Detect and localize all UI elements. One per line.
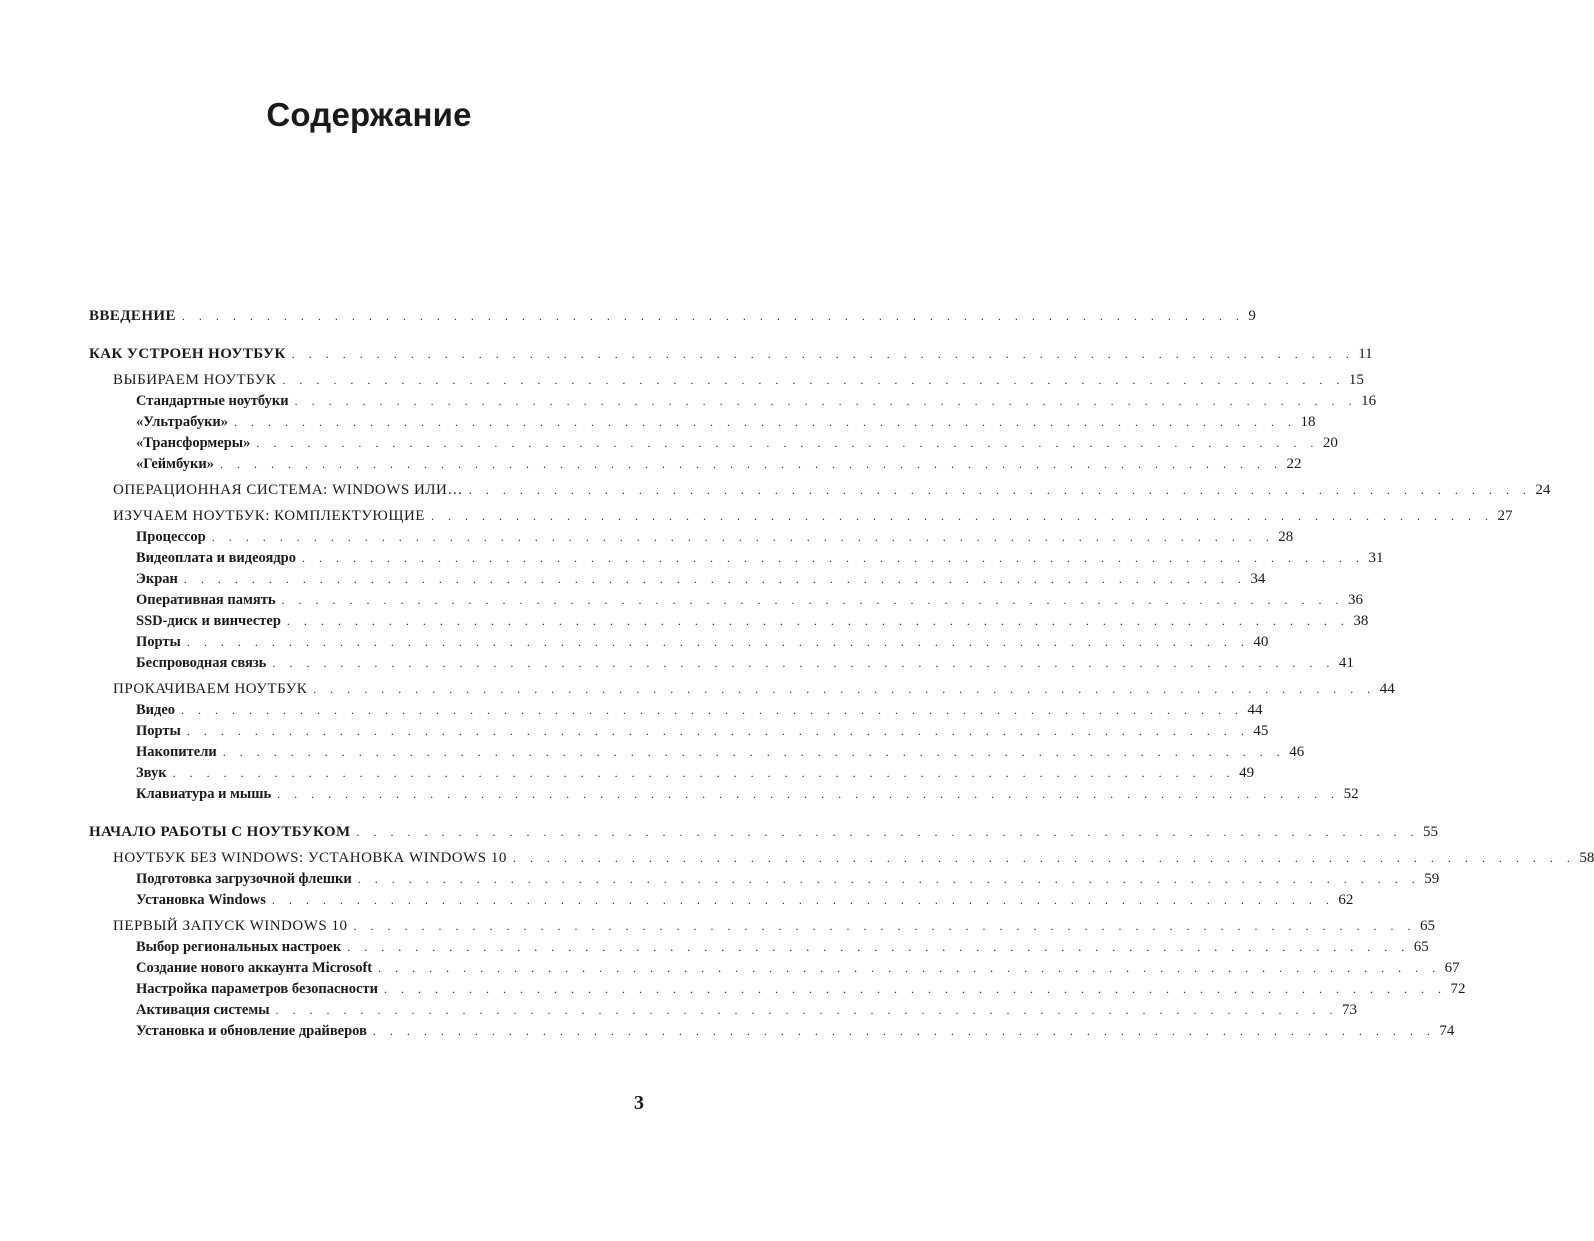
toc-entry-title: «Геймбуки» <box>136 456 214 472</box>
dot-leader: . . . . . . . . . . . . . . . . . . . . . . . . . . . . . . . . . . . . . . . . . . . . . . . . . . . . . . . . . . . . . . . <box>353 919 1416 933</box>
dot-leader: . . . . . . . . . . . . . . . . . . . . . . . . . . . . . . . . . . . . . . . . . . . . . . . . . . . . . . . . . . . . . . . <box>181 703 1244 717</box>
dot-leader: . . . . . . . . . . . . . . . . . . . . . . . . . . . . . . . . . . . . . . . . . . . . . . . . . . . . . . . . . . . . . . . <box>219 457 1283 471</box>
dot-leader: . . . . . . . . . . . . . . . . . . . . . . . . . . . . . . . . . . . . . . . . . . . . . . . . . . . . . . . . . . . . . . . <box>172 766 1236 780</box>
toc-entry <box>89 632 1269 653</box>
dot-leader: . . . . . . . . . . . . . . . . . . . . . . . . . . . . . . . . . . . . . . . . . . . . . . . . . . . . . . . . . . . . . . . <box>281 593 1345 607</box>
toc-entry-page: 40 <box>1253 634 1269 650</box>
toc-entry-page: 46 <box>1289 744 1305 760</box>
toc-entry-title: Порты <box>136 723 181 739</box>
dot-leader: . . . . . . . . . . . . . . . . . . . . . . . . . . . . . . . . . . . . . . . . . . . . . . . . . . . . . . . . . . . . . . . <box>286 614 1350 628</box>
toc-entry-title: ПЕРВЫЙ ЗАПУСК WINDOWS 10 <box>113 918 348 934</box>
toc-entry-page: 67 <box>1444 960 1460 976</box>
toc-entry <box>89 1021 1455 1042</box>
toc-entry <box>89 590 1364 611</box>
toc-entry-page: 11 <box>1358 346 1373 362</box>
dot-leader: . . . . . . . . . . . . . . . . . . . . . . . . . . . . . . . . . . . . . . . . . . . . . . . . . . . . . . . . . . . . . . . <box>277 787 1340 801</box>
toc-entry-title: Активация системы <box>136 1002 270 1018</box>
toc-entry <box>89 391 1377 412</box>
toc-entry-title: Настройка параметров безопасности <box>136 981 378 997</box>
page-number: 3 <box>634 1092 644 1114</box>
toc-entry-title: Беспроводная связь <box>136 655 267 671</box>
toc-entry-title: Создание нового аккаунта Microsoft <box>136 960 373 976</box>
dot-leader: . . . . . . . . . . . . . . . . . . . . . . . . . . . . . . . . . . . . . . . . . . . . . . . . . . . . . . . . . . . . . . . <box>357 872 1421 886</box>
toc-entry-page: 22 <box>1286 456 1302 472</box>
dot-leader: . . . . . . . . . . . . . . . . . . . . . . . . . . . . . . . . . . . . . . . . . . . . . . . . . . . . . . . . . . . . . . . <box>383 982 1447 996</box>
toc-entry <box>89 480 1551 501</box>
toc-entry <box>89 433 1338 454</box>
toc-entry <box>89 548 1384 569</box>
toc-entry <box>89 506 1513 527</box>
dot-leader: . . . . . . . . . . . . . . . . . . . . . . . . . . . . . . . . . . . . . . . . . . . . . . . . . . . . . . . . . . . . . . . <box>512 851 1576 865</box>
toc-entry <box>89 1000 1358 1021</box>
dot-leader: . . . . . . . . . . . . . . . . . . . . . . . . . . . . . . . . . . . . . . . . . . . . . . . . . . . . . . . . . . . . . . . <box>294 394 1358 408</box>
toc-entry-page: 15 <box>1348 372 1364 388</box>
dot-leader: . . . . . . . . . . . . . . . . . . . . . . . . . . . . . . . . . . . . . . . . . . . . . . . . . . . . . . . . . . . . . . . <box>271 893 1335 907</box>
toc-entry <box>89 763 1255 784</box>
toc-entry-title: Накопители <box>136 744 217 760</box>
dot-leader: . . . . . . . . . . . . . . . . . . . . . . . . . . . . . . . . . . . . . . . . . . . . . . . . . . . . . . . . . . . . . . . <box>468 483 1532 497</box>
toc-entry <box>89 742 1305 763</box>
toc-entry-title: ВЫБИРАЕМ НОУТБУК <box>113 372 277 388</box>
dot-leader: . . . . . . . . . . . . . . . . . . . . . . . . . . . . . . . . . . . . . . . . . . . . . . . . . . . . . . . . . . . . . . . <box>256 436 1319 450</box>
toc-entry-page: 52 <box>1343 786 1359 802</box>
toc-entry <box>89 527 1294 548</box>
dot-leader: . . . . . . . . . . . . . . . . . . . . . . . . . . . . . . . . . . . . . . . . . . . . . . . . . . . . . . . . . . . . . . . <box>347 940 1410 954</box>
dot-leader: . . . . . . . . . . . . . . . . . . . . . . . . . . . . . . . . . . . . . . . . . . . . . . . . . . . . . . . . . . . . . . . <box>211 530 1275 544</box>
dot-leader: . . . . . . . . . . . . . . . . . . . . . . . . . . . . . . . . . . . . . . . . . . . . . . . . . . . . . . . . . . . . . . . <box>372 1024 1436 1038</box>
toc-entry-title: SSD-диск и винчестер <box>136 613 281 629</box>
toc-entry <box>89 869 1440 890</box>
toc-entry-title: «Ультрабуки» <box>136 414 229 430</box>
toc-entry-page: 44 <box>1247 702 1263 718</box>
toc-entry-page: 74 <box>1439 1023 1455 1039</box>
toc-entry-page: 20 <box>1322 435 1338 451</box>
toc-entry-page: 65 <box>1419 918 1435 934</box>
dot-leader: . . . . . . . . . . . . . . . . . . . . . . . . . . . . . . . . . . . . . . . . . . . . . . . . . . . . . . . . . . . . . . . <box>430 509 1494 523</box>
toc-entry-page: 49 <box>1239 765 1255 781</box>
dot-leader: . . . . . . . . . . . . . . . . . . . . . . . . . . . . . . . . . . . . . . . . . . . . . . . . . . . . . . . . . . . . . . . <box>186 635 1250 649</box>
toc-entry-title: ВВЕДЕНИЕ <box>89 308 176 324</box>
toc-entry-page: 18 <box>1300 414 1316 430</box>
dot-leader: . . . . . . . . . . . . . . . . . . . . . . . . . . . . . . . . . . . . . . . . . . . . . . . . . . . . . . . . . . . . . . . <box>378 961 1441 975</box>
toc-entry <box>89 916 1435 937</box>
toc-entry <box>89 611 1369 632</box>
toc-entry <box>89 370 1364 391</box>
toc-entry-title: Экран <box>136 571 178 587</box>
toc-entry-title: Видео <box>136 702 176 718</box>
toc-entry-title: Оперативная память <box>136 592 276 608</box>
toc-entry-page: 58 <box>1579 850 1594 866</box>
toc-entry <box>89 653 1354 674</box>
toc-entry-page: 34 <box>1250 571 1266 587</box>
toc-entry-page: 38 <box>1353 613 1369 629</box>
toc-entry <box>89 700 1263 721</box>
toc-entry-title: Видеоплата и видеоядро <box>136 550 296 566</box>
toc-entry-page: 65 <box>1413 939 1429 955</box>
toc-entry-title: Процессор <box>136 529 206 545</box>
toc-entry-page: 36 <box>1348 592 1364 608</box>
dot-leader: . . . . . . . . . . . . . . . . . . . . . . . . . . . . . . . . . . . . . . . . . . . . . . . . . . . . . . . . . . . . . . . <box>222 745 1286 759</box>
toc-entry <box>89 890 1354 911</box>
toc-entry-page: 62 <box>1338 892 1354 908</box>
toc-entry-page: 72 <box>1450 981 1466 997</box>
table-of-contents <box>89 306 1594 1042</box>
toc-entry-title: Звук <box>136 765 167 781</box>
toc-entry <box>89 569 1266 590</box>
dot-leader: . . . . . . . . . . . . . . . . . . . . . . . . . . . . . . . . . . . . . . . . . . . . . . . . . . . . . . . . . . . . . . . <box>234 415 1297 429</box>
toc-entry <box>89 822 1439 843</box>
toc-entry <box>89 344 1373 365</box>
toc-entry-title: ОПЕРАЦИОННАЯ СИСТЕМА: WINDOWS ИЛИ… <box>113 482 463 498</box>
toc-entry-page: 9 <box>1248 308 1256 324</box>
dot-leader: . . . . . . . . . . . . . . . . . . . . . . . . . . . . . . . . . . . . . . . . . . . . . . . . . . . . . . . . . . . . . . . <box>181 309 1245 323</box>
toc-entry-title: ПРОКАЧИВАЕМ НОУТБУК <box>113 681 308 697</box>
toc-entry <box>89 679 1395 700</box>
dot-leader: . . . . . . . . . . . . . . . . . . . . . . . . . . . . . . . . . . . . . . . . . . . . . . . . . . . . . . . . . . . . . . . <box>272 656 1335 670</box>
toc-entry-title: Выбор региональных настроек <box>136 939 342 955</box>
dot-leader: . . . . . . . . . . . . . . . . . . . . . . . . . . . . . . . . . . . . . . . . . . . . . . . . . . . . . . . . . . . . . . . <box>313 682 1376 696</box>
toc-entry-title: Клавиатура и мышь <box>136 786 272 802</box>
toc-entry-page: 41 <box>1338 655 1354 671</box>
toc-entry <box>89 306 1256 327</box>
page-title: Содержание <box>266 96 472 133</box>
toc-entry-page: 59 <box>1424 871 1440 887</box>
toc-entry-title: Стандартные ноутбуки <box>136 393 289 409</box>
toc-entry-page: 28 <box>1278 529 1294 545</box>
toc-entry <box>89 784 1359 805</box>
toc-entry <box>89 848 1594 869</box>
toc-entry-page: 73 <box>1342 1002 1358 1018</box>
toc-entry-page: 44 <box>1379 681 1395 697</box>
dot-leader: . . . . . . . . . . . . . . . . . . . . . . . . . . . . . . . . . . . . . . . . . . . . . . . . . . . . . . . . . . . . . . . <box>282 373 1345 387</box>
toc-entry <box>89 454 1302 475</box>
toc-entry-title: Установка и обновление драйверов <box>136 1023 367 1039</box>
dot-leader: . . . . . . . . . . . . . . . . . . . . . . . . . . . . . . . . . . . . . . . . . . . . . . . . . . . . . . . . . . . . . . . <box>186 724 1250 738</box>
dot-leader: . . . . . . . . . . . . . . . . . . . . . . . . . . . . . . . . . . . . . . . . . . . . . . . . . . . . . . . . . . . . . . . <box>183 572 1247 586</box>
toc-entry-page: 45 <box>1253 723 1269 739</box>
toc-entry-page: 55 <box>1423 824 1439 840</box>
dot-leader: . . . . . . . . . . . . . . . . . . . . . . . . . . . . . . . . . . . . . . . . . . . . . . . . . . . . . . . . . . . . . . . <box>275 1003 1339 1017</box>
toc-entry-title: Подготовка загрузочной флешки <box>136 871 352 887</box>
dot-leader: . . . . . . . . . . . . . . . . . . . . . . . . . . . . . . . . . . . . . . . . . . . . . . . . . . . . . . . . . . . . . . . <box>302 551 1365 565</box>
toc-entry-title: НОУТБУК БЕЗ WINDOWS: УСТАНОВКА WINDOWS 10 <box>113 850 507 866</box>
toc-entry-page: 24 <box>1535 482 1551 498</box>
toc-entry-page: 31 <box>1368 550 1384 566</box>
toc-entry <box>89 412 1316 433</box>
toc-entry-title: «Трансформеры» <box>136 435 251 451</box>
dot-leader: . . . . . . . . . . . . . . . . . . . . . . . . . . . . . . . . . . . . . . . . . . . . . . . . . . . . . . . . . . . . . . . <box>356 825 1420 839</box>
toc-entry <box>89 721 1269 742</box>
toc-entry-title: КАК УСТРОЕН НОУТБУК <box>89 346 286 362</box>
toc-entry <box>89 979 1466 1000</box>
toc-entry <box>89 958 1460 979</box>
toc-entry-title: Порты <box>136 634 181 650</box>
toc-entry-title: Установка Windows <box>136 892 266 908</box>
toc-entry-title: НАЧАЛО РАБОТЫ С НОУТБУКОМ <box>89 824 351 840</box>
toc-entry-page: 16 <box>1361 393 1377 409</box>
toc-entry-page: 27 <box>1497 508 1513 524</box>
toc-entry <box>89 937 1429 958</box>
toc-entry-title: ИЗУЧАЕМ НОУТБУК: КОМПЛЕКТУЮЩИЕ <box>113 508 425 524</box>
dot-leader: . . . . . . . . . . . . . . . . . . . . . . . . . . . . . . . . . . . . . . . . . . . . . . . . . . . . . . . . . . . . . . . <box>291 347 1355 361</box>
